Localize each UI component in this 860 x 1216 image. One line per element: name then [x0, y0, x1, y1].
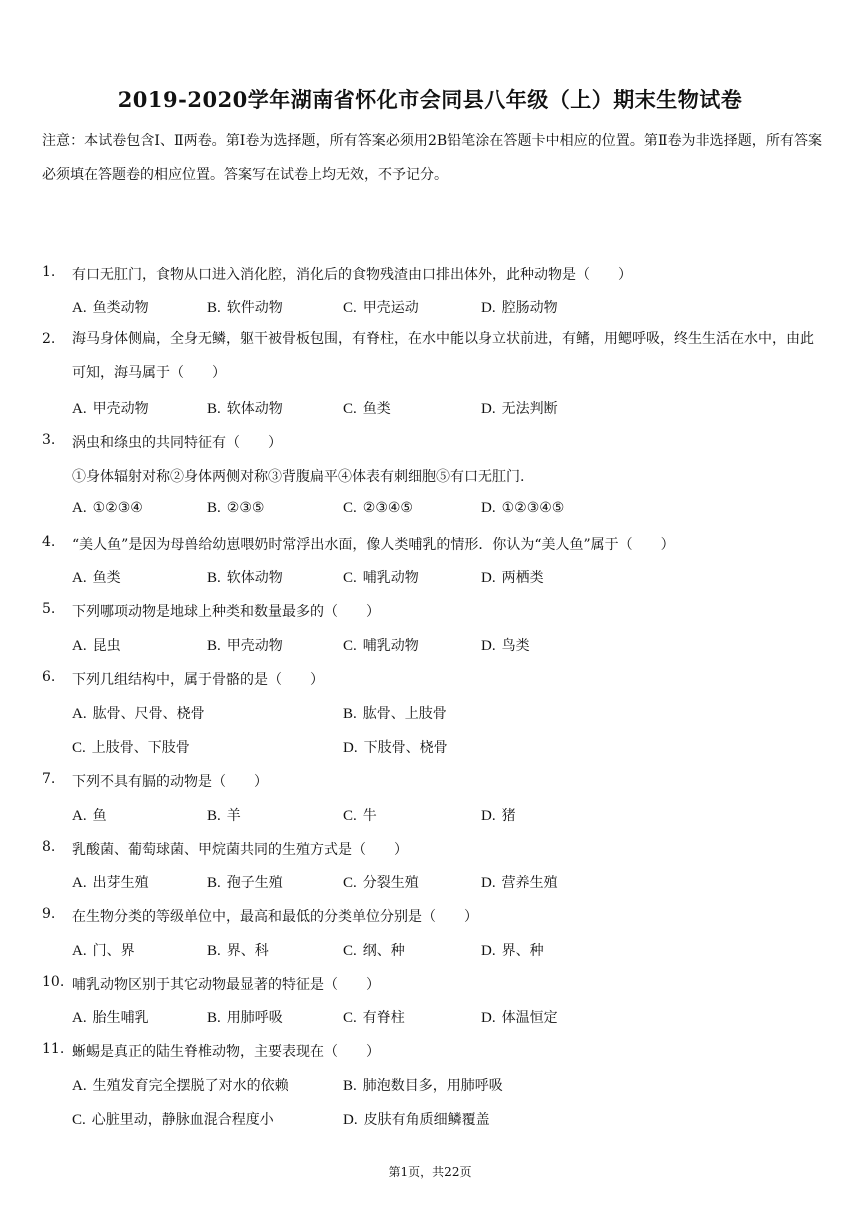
option-a: A. 出芽生殖: [72, 875, 149, 891]
question-number: 5.: [42, 601, 56, 617]
option-d: D. ①②③④⑤: [481, 500, 565, 516]
option-d: D. 无法判断: [481, 401, 558, 417]
option-c: C. 纲、种: [343, 943, 405, 959]
question-number: 4.: [42, 534, 56, 550]
option-c: C. ②③④⑤: [343, 500, 413, 516]
option-d: D. 猪: [481, 808, 516, 824]
option-c: C. 牛: [343, 808, 377, 824]
option-b: B. ②③⑤: [207, 500, 265, 516]
option-d: D. 皮肤有角质细鳞覆盖: [343, 1112, 490, 1128]
option-a: A. 鱼: [72, 808, 107, 824]
option-b: B. 软件动物: [207, 300, 283, 316]
option-c: C. 哺乳动物: [343, 570, 419, 586]
option-b: B. 软体动物: [207, 401, 283, 417]
question-stem: 在生物分类的等级单位中，最高和最低的分类单位分别是（ ）: [72, 909, 478, 925]
option-a: A. 甲壳动物: [72, 401, 149, 417]
option-c: C. 甲壳运动: [343, 300, 419, 316]
question-number: 8.: [42, 839, 56, 855]
question-stem: 下列不具有膈的动物是（ ）: [72, 774, 268, 790]
question-stem: 下列哪项动物是地球上种类和数量最多的（ ）: [72, 604, 380, 620]
option-d: D. 下肢骨、桡骨: [343, 740, 448, 756]
option-b: B. 界、科: [207, 943, 269, 959]
exam-instructions: 注意：本试卷包含Ⅰ、Ⅱ两卷。第Ⅰ卷为选择题，所有答案必须用2B铅笔涂在答题卡中相应的位置。第Ⅱ卷为非选择题，所有答案必须填在答题卷的相应位置。答案写在试卷上均无效，不予记分。: [42, 133, 822, 183]
option-b: B. 甲壳动物: [207, 638, 283, 654]
option-d: D. 营养生殖: [481, 875, 558, 891]
option-a: A. 门、界: [72, 943, 135, 959]
option-a: A. 鱼类动物: [72, 300, 149, 316]
question-stem: 蜥蜴是真正的陆生脊椎动物，主要表现在（ ）: [72, 1044, 380, 1060]
question-number: 1.: [42, 264, 56, 280]
question-stem: “美人鱼”是因为母兽给幼崽喂奶时常浮出水面，像人类哺乳的情形．你认为“美人鱼”属于（ ）: [72, 537, 675, 553]
option-c: C. 鱼类: [343, 401, 391, 417]
option-a: A. 肱骨、尺骨、桡骨: [72, 706, 205, 722]
question-stem: 下列几组结构中，属于骨骼的是（ ）: [72, 672, 324, 688]
question-number: 3.: [42, 432, 56, 448]
option-a: A. 昆虫: [72, 638, 121, 654]
option-a: A. 鱼类: [72, 570, 121, 586]
question-number: 2.: [42, 331, 56, 347]
question-stem: 海马身体侧扁，全身无鳞，躯干被骨板包围，有脊柱，在水中能以身立状前进，有鳍，用鳃呼吸，终生生活在水中，由此可知，海马属于（ ）: [72, 331, 814, 381]
option-c: C. 心脏里动，静脉血混合程度小: [72, 1112, 274, 1128]
option-c: C. 有脊柱: [343, 1010, 405, 1026]
option-d: D. 界、种: [481, 943, 544, 959]
question-number: 10.: [42, 974, 65, 990]
option-a: A. ①②③④: [72, 500, 143, 516]
question-stem: 有口无肛门，食物从口进入消化腔，消化后的食物残渣由口排出体外，此种动物是（ ）: [72, 267, 632, 283]
question-number: 7.: [42, 771, 56, 787]
option-c: C. 分裂生殖: [343, 875, 419, 891]
page-number: 第1页，共22页: [388, 1165, 472, 1179]
option-d: D. 鸟类: [481, 638, 530, 654]
option-b: B. 孢子生殖: [207, 875, 283, 891]
option-b: B. 肺泡数目多，用肺呼吸: [343, 1078, 503, 1094]
option-a: A. 胎生哺乳: [72, 1010, 149, 1026]
option-d: D. 体温恒定: [481, 1010, 558, 1026]
question-stem: 涡虫和绦虫的共同特征有（ ）: [72, 435, 282, 451]
option-c: C. 上肢骨、下肢骨: [72, 740, 190, 756]
option-d: D. 两栖类: [481, 570, 544, 586]
option-d: D. 腔肠动物: [481, 300, 558, 316]
option-c: C. 哺乳动物: [343, 638, 419, 654]
question-statements: ①身体辐射对称②身体两侧对称③背腹扁平④体表有刺细胞⑤有口无肛门.: [72, 469, 525, 485]
question-stem: 乳酸菌、葡萄球菌、甲烷菌共同的生殖方式是（ ）: [72, 842, 408, 858]
question-stem: 哺乳动物区别于其它动物最显著的特征是（ ）: [72, 977, 380, 993]
question-number: 6.: [42, 669, 56, 685]
option-b: B. 羊: [207, 808, 241, 824]
question-number: 11.: [42, 1041, 65, 1057]
option-a: A. 生殖发育完全摆脱了对水的依赖: [72, 1078, 289, 1094]
option-b: B. 用肺呼吸: [207, 1010, 283, 1026]
option-b: B. 软体动物: [207, 570, 283, 586]
option-b: B. 肱骨、上肢骨: [343, 706, 447, 722]
question-number: 9.: [42, 906, 56, 922]
exam-title: 2019-2020学年湖南省怀化市会同县八年级（上）期末生物试卷: [117, 87, 743, 112]
